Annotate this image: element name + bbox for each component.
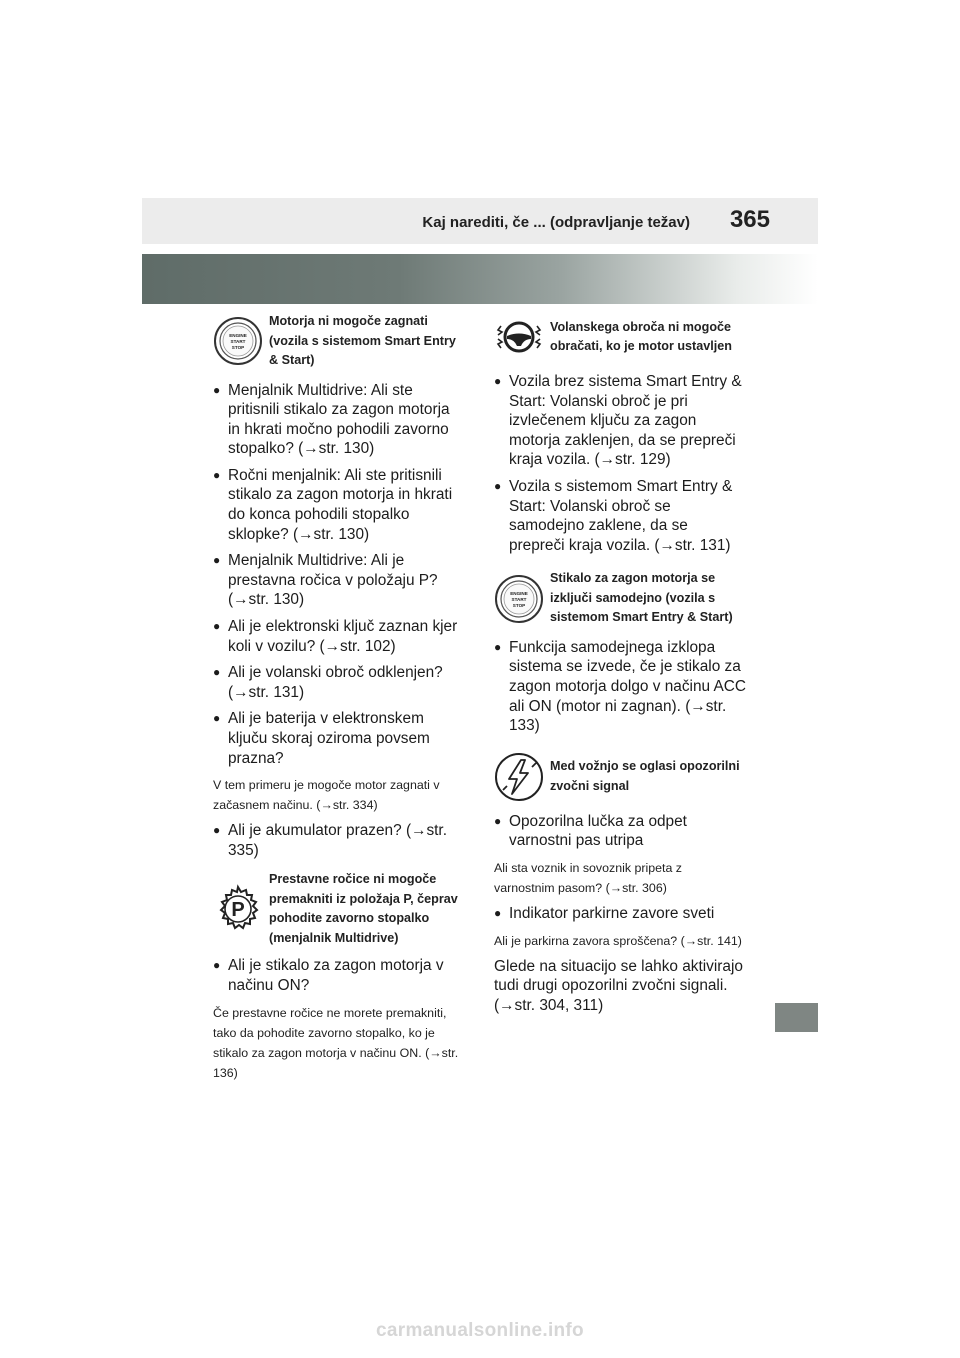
list-item: ● Menjalnik Multidrive: Ali je prestavna ročica v položaju P? (→str. 130): [213, 551, 465, 610]
list-item: ● Ali je elektronski ključ zaznan kjer koli v vozilu? (→str. 102): [213, 617, 465, 656]
case-title: Stikalo za zagon motorja se izklјuči samodejno (vozila s sistemom Smart Entry & Start): [550, 571, 733, 625]
icon-text-start: START: [230, 339, 246, 345]
icon-text-engine: ENGINE: [510, 590, 528, 596]
engine-start-stop-icon: [213, 316, 263, 366]
right-column: [494, 312, 746, 1015]
list-item: ● Menjalnik Multidrive: Ali ste pritisnili stikalo za zagon motorja in hkrati močno pohodili zavorno stopalko? (→str. 130): [213, 381, 465, 459]
icon-text-stop: STOP: [231, 345, 245, 351]
engine-start-stop-icon: [494, 574, 544, 624]
case-title: Prestavne ročice ni mogoče premakniti iz položaja P, čeprav pohodite zavorno stopalko (menjalnik Multidrive): [269, 872, 458, 945]
case-steering-lock: [494, 312, 746, 362]
icon-text-start: START: [511, 596, 527, 602]
case-title: Motorja ni mogoče zagnati (vozila s sistemom Smart Entry & Start): [269, 314, 456, 367]
case-shift-lever: [213, 870, 465, 948]
closing-text: Glede na situacijo se lahko aktivirajo tudi drugi opozorilni zvočni signali. (→str. 304, 311): [494, 957, 743, 1014]
watermark: carmanualsonline.info: [376, 1320, 584, 1341]
case-engine-not-start: [213, 312, 465, 371]
section-banner: [142, 254, 818, 304]
note-text: Če prestavne ročice ne morete premakniti, tako da pohodite zavorno stopalko, ko je stikalo za zagon motorja v načinu ON. (→str. 136): [213, 1005, 459, 1080]
page-number: 365: [729, 206, 770, 233]
list-item: ● Vozila brez sistema Smart Entry & Start: Volanski obroč je pri izvlečenem ključu za zagon motorja zaklenjen, da se prepreči kraja vozila. (→str. 129): [494, 372, 746, 470]
icon-letter-p: P: [231, 899, 245, 922]
section-title: Kaj narediti, če ... (odpravljanje težav): [422, 214, 690, 231]
chapter-tab: [775, 1003, 818, 1032]
case-warning-buzzer: [494, 752, 746, 802]
note-text: Ali sta voznik in sovoznik pripeta z varnostnim pasom? (→str. 306): [494, 861, 683, 895]
case-title: Volanskega obroča ni mogoče obračati, ko je motor ustavljen: [550, 319, 732, 353]
list-item: ● Vozila s sistemom Smart Entry & Start: Volanski obroč se samodejno zaklene, da se prepreči kraja vozila. (→str. 131): [494, 477, 746, 555]
case-engine-switch-off: [494, 569, 746, 628]
case-title: Med vožnjo se oglasi opozorilni zvočni signal: [550, 759, 740, 793]
icon-text-stop: STOP: [512, 602, 526, 608]
list-item: ● Ali je stikalo za zagon motorja v načinu ON?: [213, 956, 465, 995]
left-column: [213, 312, 465, 1089]
list-item: ● Ali je volanski obroč odklenjen? (→str. 131): [213, 663, 465, 702]
list-item: ● Ali je baterija v elektronskem ključu skoraj oziroma povsem prazna?: [213, 709, 465, 768]
page-header: [142, 198, 818, 244]
icon-text-engine: ENGINE: [229, 333, 247, 339]
list-item: ● Opozorilna lučka za odpet varnostni pas utripa: [494, 812, 746, 851]
note-text: Ali je parkirna zavora sproščena? (→str. 141): [494, 933, 742, 948]
list-item: ● Ali je akumulator prazen? (→str. 335): [213, 821, 465, 860]
warning-buzzer-icon: [494, 752, 544, 802]
note-text: V tem primeru je mogoče motor zagnati v začasnem načinu. (→str. 334): [213, 778, 440, 813]
steering-lock-icon: [494, 312, 544, 362]
list-item: ● Ročni menjalnik: Ali ste pritisnili stikalo za zagon motorja in hkrati do konca pohodili stopalko sklopke? (→str. 130): [213, 466, 465, 544]
list-item: ● Funkcija samodejnega izklopa sistema se izvede, če je stikalo za zagon motorja dolgo v načinu ACC ali ON (motor ni zagnan). (→str. 133): [494, 638, 746, 736]
list-item: ● Indikator parkirne zavore sveti: [494, 904, 746, 924]
shift-p-gear-icon: [213, 884, 263, 934]
